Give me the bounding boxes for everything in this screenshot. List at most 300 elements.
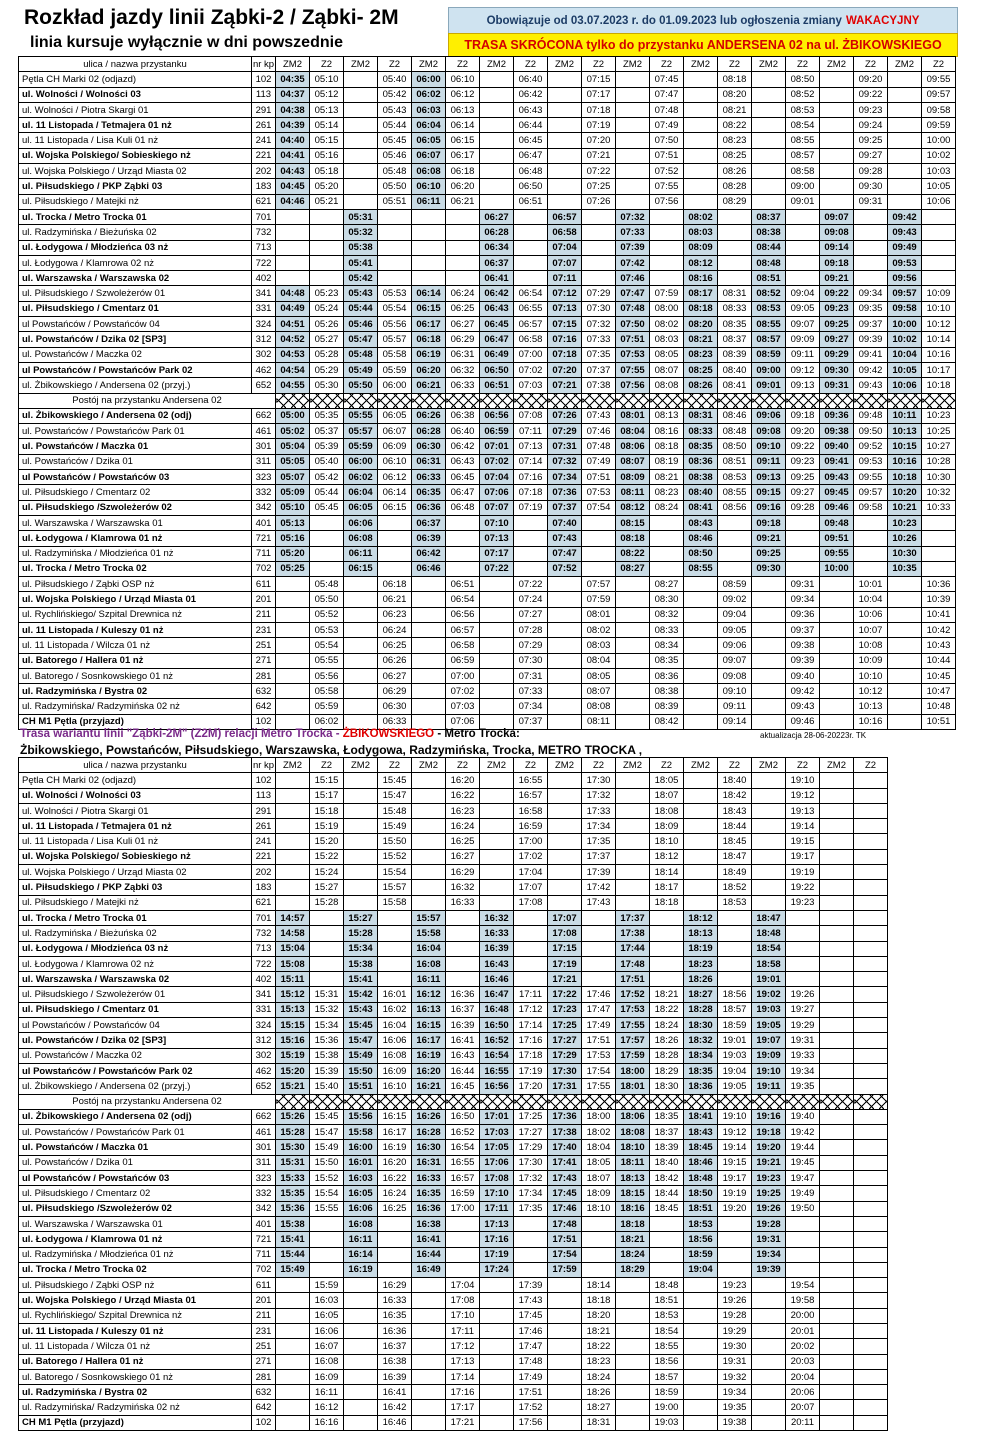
departure-time [310, 561, 344, 576]
col-header-stop: ulica / nazwa przystanku [19, 758, 252, 773]
table-row [19, 1125, 888, 1140]
departure-time: 09:43 [786, 699, 820, 714]
departure-time: 15:44 [276, 1247, 310, 1262]
departure-time [310, 209, 344, 224]
departure-time: 05:45 [310, 500, 344, 515]
departure-time: 05:46 [344, 317, 378, 332]
departure-time: 10:05 [888, 362, 922, 377]
departure-time: 07:49 [582, 454, 616, 469]
departure-time [412, 668, 446, 683]
departure-time: 06:51 [480, 378, 514, 393]
table-row [19, 773, 888, 788]
layover-hatch [480, 1094, 514, 1109]
stop-name: ul. Żbikowskiego / Andersena 02 (przyj.) [19, 378, 252, 393]
table-row [19, 164, 956, 179]
departure-time: 17:35 [582, 834, 616, 849]
departure-time: 09:08 [820, 225, 854, 240]
departure-time [480, 1278, 514, 1293]
stop-name: ul. Radzymińska / Bieżuńska 02 [19, 225, 252, 240]
departure-time: 05:46 [378, 148, 412, 163]
departure-time [548, 194, 582, 209]
departure-time [344, 834, 378, 849]
departure-time [684, 1369, 718, 1384]
table-row [19, 1415, 888, 1430]
table-row [19, 347, 956, 362]
departure-time [412, 240, 446, 255]
departure-time [616, 133, 650, 148]
departure-time [888, 592, 922, 607]
departure-time [820, 1247, 854, 1262]
departure-time: 08:32 [650, 607, 684, 622]
departure-time: 06:21 [412, 378, 446, 393]
departure-time: 19:20 [718, 1201, 752, 1216]
departure-time [752, 622, 786, 637]
departure-time: 06:33 [446, 378, 480, 393]
variant-route: Żbikowskiego, Powstańców, Piłsudskiego, Warszawska, Łodygowa, Radzymińska, Trocka, METRO TROCKA , [20, 743, 643, 757]
stop-name: ul. Trocka / Metro Trocka 01 [19, 209, 252, 224]
departure-time: 18:19 [684, 941, 718, 956]
table-row [19, 880, 888, 895]
departure-time [276, 592, 310, 607]
departure-time: 06:28 [480, 225, 514, 240]
departure-time: 16:52 [480, 1033, 514, 1048]
departure-time: 06:50 [514, 179, 548, 194]
departure-time: 07:26 [582, 194, 616, 209]
departure-time: 10:02 [888, 332, 922, 347]
departure-time: 09:48 [854, 408, 888, 423]
departure-time: 07:47 [650, 87, 684, 102]
departure-time: 07:02 [480, 454, 514, 469]
departure-time [548, 1308, 582, 1323]
departure-time: 16:16 [310, 1415, 344, 1430]
departure-time: 08:23 [684, 347, 718, 362]
table-row [19, 1232, 888, 1247]
departure-time: 05:59 [378, 362, 412, 377]
departure-time [446, 515, 480, 530]
departure-time: 09:36 [820, 408, 854, 423]
departure-time: 10:00 [922, 133, 956, 148]
departure-time: 10:51 [922, 714, 956, 729]
departure-time: 15:20 [310, 834, 344, 849]
col-header-variant: Z2 [310, 57, 344, 72]
departure-time: 06:50 [480, 362, 514, 377]
departure-time: 07:20 [548, 362, 582, 377]
departure-time [378, 1232, 412, 1247]
departure-time: 07:56 [616, 378, 650, 393]
departure-time: 08:16 [650, 424, 684, 439]
departure-time [480, 1369, 514, 1384]
departure-time [650, 546, 684, 561]
departure-time [310, 941, 344, 956]
departure-time: 06:05 [344, 500, 378, 515]
departure-time: 15:56 [344, 1109, 378, 1124]
departure-time: 08:35 [684, 439, 718, 454]
departure-time: 17:48 [514, 1354, 548, 1369]
departure-time [310, 546, 344, 561]
departure-time: 06:26 [412, 408, 446, 423]
layover-hatch [446, 393, 480, 408]
departure-time: 09:37 [854, 317, 888, 332]
departure-time: 05:43 [344, 286, 378, 301]
departure-time: 08:04 [616, 424, 650, 439]
departure-time: 16:19 [378, 1140, 412, 1155]
departure-time [650, 225, 684, 240]
departure-time [310, 515, 344, 530]
departure-time [718, 941, 752, 956]
departure-time [854, 926, 888, 941]
col-header-nr: nr kp [252, 57, 276, 72]
departure-time: 17:51 [514, 1385, 548, 1400]
table-row [19, 362, 956, 377]
table-row [19, 1400, 888, 1415]
departure-time: 07:04 [480, 470, 514, 485]
departure-time [480, 194, 514, 209]
departure-time [786, 240, 820, 255]
departure-time: 17:05 [480, 1140, 514, 1155]
departure-time: 10:30 [888, 546, 922, 561]
departure-time [820, 910, 854, 925]
departure-time: 18:08 [650, 803, 684, 818]
departure-time: 19:23 [786, 895, 820, 910]
departure-time [650, 271, 684, 286]
stop-number: 721 [252, 531, 276, 546]
departure-time: 09:22 [854, 87, 888, 102]
departure-time: 09:56 [888, 271, 922, 286]
departure-time: 08:43 [684, 515, 718, 530]
departure-time [820, 638, 854, 653]
departure-time: 15:52 [310, 1171, 344, 1186]
departure-time: 15:19 [276, 1048, 310, 1063]
departure-time: 05:18 [310, 164, 344, 179]
departure-time: 06:42 [446, 439, 480, 454]
departure-time [854, 1308, 888, 1323]
departure-time [582, 941, 616, 956]
departure-time: 09:59 [922, 118, 956, 133]
departure-time [480, 773, 514, 788]
departure-time [344, 1354, 378, 1369]
departure-time [378, 255, 412, 270]
departure-time: 17:55 [616, 1018, 650, 1033]
departure-time: 10:45 [922, 668, 956, 683]
departure-time: 14:58 [276, 926, 310, 941]
departure-time [820, 1201, 854, 1216]
departure-time [684, 834, 718, 849]
departure-time: 05:59 [344, 439, 378, 454]
departure-time [378, 956, 412, 971]
variant-suffix: - Metro Trocka: [434, 728, 520, 740]
departure-time: 07:48 [582, 439, 616, 454]
departure-time: 04:39 [276, 118, 310, 133]
departure-time [616, 194, 650, 209]
departure-time: 05:16 [276, 531, 310, 546]
departure-time: 17:14 [446, 1369, 480, 1384]
departure-time: 09:18 [752, 515, 786, 530]
table-row [19, 1171, 888, 1186]
departure-time: 15:41 [344, 972, 378, 987]
stop-name: ul. Rychlińskiego/ Szpital Drewnica nż [19, 1308, 252, 1323]
departure-time: 07:03 [514, 378, 548, 393]
departure-time [446, 972, 480, 987]
validity-notice [448, 7, 958, 34]
departure-time: 06:47 [446, 485, 480, 500]
departure-time: 06:12 [378, 470, 412, 485]
departure-time [854, 910, 888, 925]
departure-time [820, 1186, 854, 1201]
departure-time: 18:48 [650, 1278, 684, 1293]
departure-time: 07:53 [616, 347, 650, 362]
departure-time: 17:38 [616, 926, 650, 941]
departure-time [718, 926, 752, 941]
stop-number: 711 [252, 546, 276, 561]
departure-time [650, 926, 684, 941]
departure-time: 05:43 [378, 102, 412, 117]
departure-time: 06:27 [378, 668, 412, 683]
departure-time: 19:28 [752, 1216, 786, 1231]
departure-time: 05:13 [310, 102, 344, 117]
departure-time: 09:23 [854, 102, 888, 117]
departure-time: 07:06 [480, 485, 514, 500]
departure-time: 16:04 [378, 1018, 412, 1033]
table-row [19, 485, 956, 500]
departure-time: 17:20 [514, 1079, 548, 1094]
departure-time: 07:02 [514, 362, 548, 377]
departure-time [344, 133, 378, 148]
departure-time [446, 956, 480, 971]
departure-time: 06:07 [378, 424, 412, 439]
table-row [19, 1339, 888, 1354]
col-header-variant: Z2 [582, 57, 616, 72]
departure-time: 17:48 [548, 1216, 582, 1231]
departure-time: 09:45 [820, 485, 854, 500]
departure-time [514, 972, 548, 987]
departure-time: 16:47 [480, 987, 514, 1002]
departure-time: 19:33 [786, 1048, 820, 1063]
departure-time: 07:45 [650, 72, 684, 87]
departure-time [480, 1323, 514, 1338]
departure-time [616, 148, 650, 163]
departure-time: 15:50 [344, 1063, 378, 1078]
layover-hatch [922, 393, 956, 408]
departure-time: 10:47 [922, 684, 956, 699]
departure-time [786, 941, 820, 956]
departure-time: 05:48 [344, 347, 378, 362]
departure-time [650, 1232, 684, 1247]
stop-name: ul. Powstańców / Powstańców Park 01 [19, 424, 252, 439]
departure-time: 07:48 [650, 102, 684, 117]
departure-time [480, 179, 514, 194]
stop-name: ul. Warszawska / Warszawska 01 [19, 1216, 252, 1231]
stop-number: 211 [252, 607, 276, 622]
departure-time [752, 1354, 786, 1369]
departure-time: 16:15 [378, 1109, 412, 1124]
table-row [19, 607, 956, 622]
departure-time [616, 788, 650, 803]
departure-time: 08:11 [582, 714, 616, 729]
departure-time [412, 592, 446, 607]
departure-time: 15:54 [378, 865, 412, 880]
departure-time: 17:37 [582, 849, 616, 864]
departure-time [276, 1400, 310, 1415]
departure-time: 19:26 [718, 1293, 752, 1308]
departure-time: 18:31 [582, 1415, 616, 1430]
departure-time: 05:50 [310, 592, 344, 607]
departure-time [514, 546, 548, 561]
departure-time: 05:54 [378, 301, 412, 316]
departure-time: 18:35 [650, 1109, 684, 1124]
departure-time: 15:40 [310, 1079, 344, 1094]
departure-time [752, 1323, 786, 1338]
departure-time [888, 577, 922, 592]
departure-time [276, 240, 310, 255]
departure-time: 05:23 [310, 286, 344, 301]
departure-time: 09:01 [786, 194, 820, 209]
departure-time [616, 819, 650, 834]
departure-time: 09:42 [786, 684, 820, 699]
departure-time: 10:00 [888, 317, 922, 332]
departure-time: 10:18 [888, 470, 922, 485]
stop-name: ul. Piłsudskiego / Szwoleżerów 01 [19, 987, 252, 1002]
departure-time: 09:20 [854, 72, 888, 87]
departure-time: 06:21 [446, 194, 480, 209]
departure-time: 19:34 [752, 1247, 786, 1262]
departure-time: 08:03 [684, 225, 718, 240]
stop-name: ul. Batorego / Hallera 01 nż [19, 1354, 252, 1369]
departure-time: 15:58 [344, 1125, 378, 1140]
table-row [19, 1369, 888, 1384]
departure-time [854, 1232, 888, 1247]
departure-time [820, 1140, 854, 1155]
departure-time [888, 653, 922, 668]
departure-time [548, 1323, 582, 1338]
departure-time: 06:56 [446, 607, 480, 622]
departure-time: 18:10 [582, 1201, 616, 1216]
departure-time: 06:07 [412, 148, 446, 163]
stop-name: ul. Radzymińska / Bystra 02 [19, 1385, 252, 1400]
departure-time [820, 148, 854, 163]
departure-time: 16:42 [378, 1400, 412, 1415]
departure-time: 09:27 [820, 332, 854, 347]
departure-time [548, 1278, 582, 1293]
departure-time: 16:38 [378, 1354, 412, 1369]
departure-time [344, 895, 378, 910]
departure-time: 06:59 [446, 653, 480, 668]
departure-time: 10:36 [922, 577, 956, 592]
departure-time: 19:58 [786, 1293, 820, 1308]
departure-time [752, 1339, 786, 1354]
departure-time: 05:09 [276, 485, 310, 500]
departure-time [752, 668, 786, 683]
departure-time: 15:36 [310, 1033, 344, 1048]
departure-time: 05:42 [378, 87, 412, 102]
stop-name: ul. Wojska Polskiego/ Sobieskiego nż [19, 849, 252, 864]
departure-time: 06:11 [344, 546, 378, 561]
table-row [19, 668, 956, 683]
departure-time: 19:03 [752, 1002, 786, 1017]
departure-time: 06:02 [310, 714, 344, 729]
departure-time: 19:07 [752, 1033, 786, 1048]
departure-time [344, 592, 378, 607]
departure-time [820, 819, 854, 834]
departure-time: 09:00 [786, 179, 820, 194]
departure-time: 08:50 [718, 439, 752, 454]
departure-time: 08:40 [684, 485, 718, 500]
departure-time: 17:56 [514, 1415, 548, 1430]
departure-time: 05:53 [310, 622, 344, 637]
stop-name: ul. Wolności / Piotra Skargi 01 [19, 102, 252, 117]
departure-time: 10:10 [922, 301, 956, 316]
col-header-variant: Z2 [854, 57, 888, 72]
departure-time: 08:02 [684, 209, 718, 224]
departure-time: 05:10 [310, 72, 344, 87]
col-header-variant: ZM2 [548, 57, 582, 72]
departure-time: 08:07 [650, 362, 684, 377]
col-header-variant: Z2 [310, 758, 344, 773]
departure-time: 16:15 [412, 1018, 446, 1033]
departure-time: 19:32 [718, 1369, 752, 1384]
departure-time [378, 941, 412, 956]
departure-time [480, 133, 514, 148]
departure-time: 20:00 [786, 1308, 820, 1323]
departure-time: 07:49 [650, 118, 684, 133]
departure-time: 09:35 [854, 301, 888, 316]
departure-time: 19:21 [752, 1155, 786, 1170]
departure-time: 07:20 [582, 133, 616, 148]
departure-time: 07:22 [582, 164, 616, 179]
departure-time: 17:43 [548, 1171, 582, 1186]
departure-time: 07:37 [548, 500, 582, 515]
departure-time: 14:57 [276, 910, 310, 925]
departure-time: 15:58 [412, 926, 446, 941]
departure-time: 09:37 [786, 622, 820, 637]
departure-time [820, 1369, 854, 1384]
departure-time: 06:14 [412, 286, 446, 301]
departure-time: 06:44 [514, 118, 548, 133]
departure-time [344, 849, 378, 864]
departure-time: 06:02 [344, 470, 378, 485]
departure-time [344, 72, 378, 87]
departure-time: 18:36 [684, 1079, 718, 1094]
departure-time [276, 865, 310, 880]
col-header-variant: Z2 [378, 57, 412, 72]
stop-name: ul. 11 Listopada / Lisa Kuli 01 nż [19, 834, 252, 849]
departure-time: 08:37 [752, 209, 786, 224]
departure-time: 09:36 [786, 607, 820, 622]
departure-time: 17:45 [548, 1186, 582, 1201]
departure-time: 17:13 [480, 1216, 514, 1231]
departure-time: 05:58 [378, 347, 412, 362]
departure-time: 15:17 [310, 788, 344, 803]
departure-time: 16:27 [446, 849, 480, 864]
departure-time [582, 515, 616, 530]
stop-name: ul Powstańców / Powstańców 04 [19, 317, 252, 332]
departure-time: 10:43 [922, 638, 956, 653]
departure-time: 16:12 [412, 987, 446, 1002]
departure-time [378, 225, 412, 240]
departure-time: 05:44 [378, 118, 412, 133]
departure-time: 18:59 [684, 1247, 718, 1262]
departure-time: 19:16 [752, 1109, 786, 1124]
col-header-variant: Z2 [854, 758, 888, 773]
departure-time [616, 880, 650, 895]
stop-number: 301 [252, 439, 276, 454]
stop-number: 462 [252, 362, 276, 377]
departure-time: 08:08 [582, 699, 616, 714]
table-row [19, 439, 956, 454]
departure-time: 17:46 [548, 1201, 582, 1216]
departure-time: 09:07 [786, 317, 820, 332]
layover-row [19, 1094, 888, 1109]
stop-name: ul. 11 Listopada / Kuleszy 01 nż [19, 1323, 252, 1338]
